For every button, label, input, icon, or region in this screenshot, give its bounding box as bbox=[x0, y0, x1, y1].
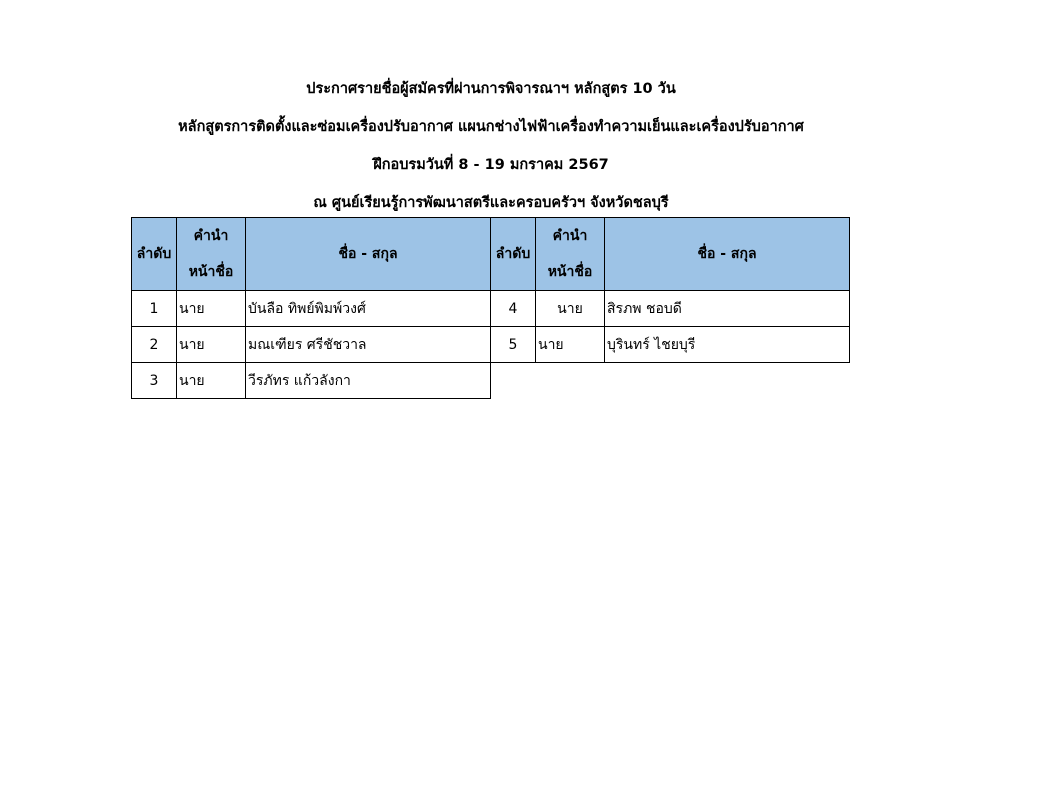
table-row bbox=[132, 291, 491, 327]
prefix-cell: นาย bbox=[536, 291, 605, 327]
order-cell: 5 bbox=[491, 327, 536, 363]
prefix-cell: นาย bbox=[177, 291, 246, 327]
table-row bbox=[132, 327, 491, 363]
table-row bbox=[491, 327, 850, 363]
table-row bbox=[491, 291, 850, 327]
name-header: ชื่อ - สกุล bbox=[605, 218, 850, 291]
prefix-header bbox=[177, 218, 246, 291]
prefix-cell: นาย bbox=[536, 327, 605, 363]
prefix-header-line2: หน้าชื่อ bbox=[547, 264, 593, 280]
course-title: หลักสูตรการติดตั้งและซ่อมเครื่องปรับอากาศ แผนกช่างไฟฟ้าเครื่องทำความเย็นและเครื่องปรับอากาศ bbox=[178, 119, 804, 135]
prefix-cell: นาย bbox=[177, 327, 246, 363]
prefix-header-line1: คำนำ bbox=[193, 228, 229, 244]
announcement-title: ประกาศรายชื่อผู้สมัครที่ผ่านการพิจารณาฯ หลักสูตร 10 วัน bbox=[306, 81, 676, 97]
name-cell: บันลือ ทิพย์พิมพ์วงศ์ bbox=[246, 291, 491, 327]
order-header: ลำดับ bbox=[132, 218, 177, 291]
prefix-header-line1: คำนำ bbox=[552, 228, 588, 244]
order-cell: 2 bbox=[132, 327, 177, 363]
order-cell: 1 bbox=[132, 291, 177, 327]
applicant-table-right bbox=[490, 217, 850, 363]
training-location: ณ ศูนย์เรียนรู้การพัฒนาสตรีและครอบครัวฯ จังหวัดชลบุรี bbox=[313, 195, 669, 211]
prefix-cell: นาย bbox=[177, 363, 246, 399]
name-cell: วีรภัทร แก้วลังกา bbox=[246, 363, 491, 399]
name-cell: มณเฑียร ศรีชัชวาล bbox=[246, 327, 491, 363]
training-dates: ฝึกอบรมวันที่ 8 - 19 มกราคม 2567 bbox=[373, 157, 609, 173]
name-cell: สิรภพ ชอบดี bbox=[605, 291, 850, 327]
prefix-header-line2: หน้าชื่อ bbox=[188, 264, 234, 280]
table-header-row bbox=[132, 218, 491, 291]
name-cell: บุรินทร์ ไชยบุรี bbox=[605, 327, 850, 363]
order-cell: 4 bbox=[491, 291, 536, 327]
order-header: ลำดับ bbox=[491, 218, 536, 291]
table-row bbox=[132, 363, 491, 399]
prefix-header bbox=[536, 218, 605, 291]
table-header-row bbox=[491, 218, 850, 291]
applicant-table-left bbox=[131, 217, 491, 399]
announcement-headings bbox=[0, 70, 982, 222]
order-cell: 3 bbox=[132, 363, 177, 399]
name-header: ชื่อ - สกุล bbox=[246, 218, 491, 291]
